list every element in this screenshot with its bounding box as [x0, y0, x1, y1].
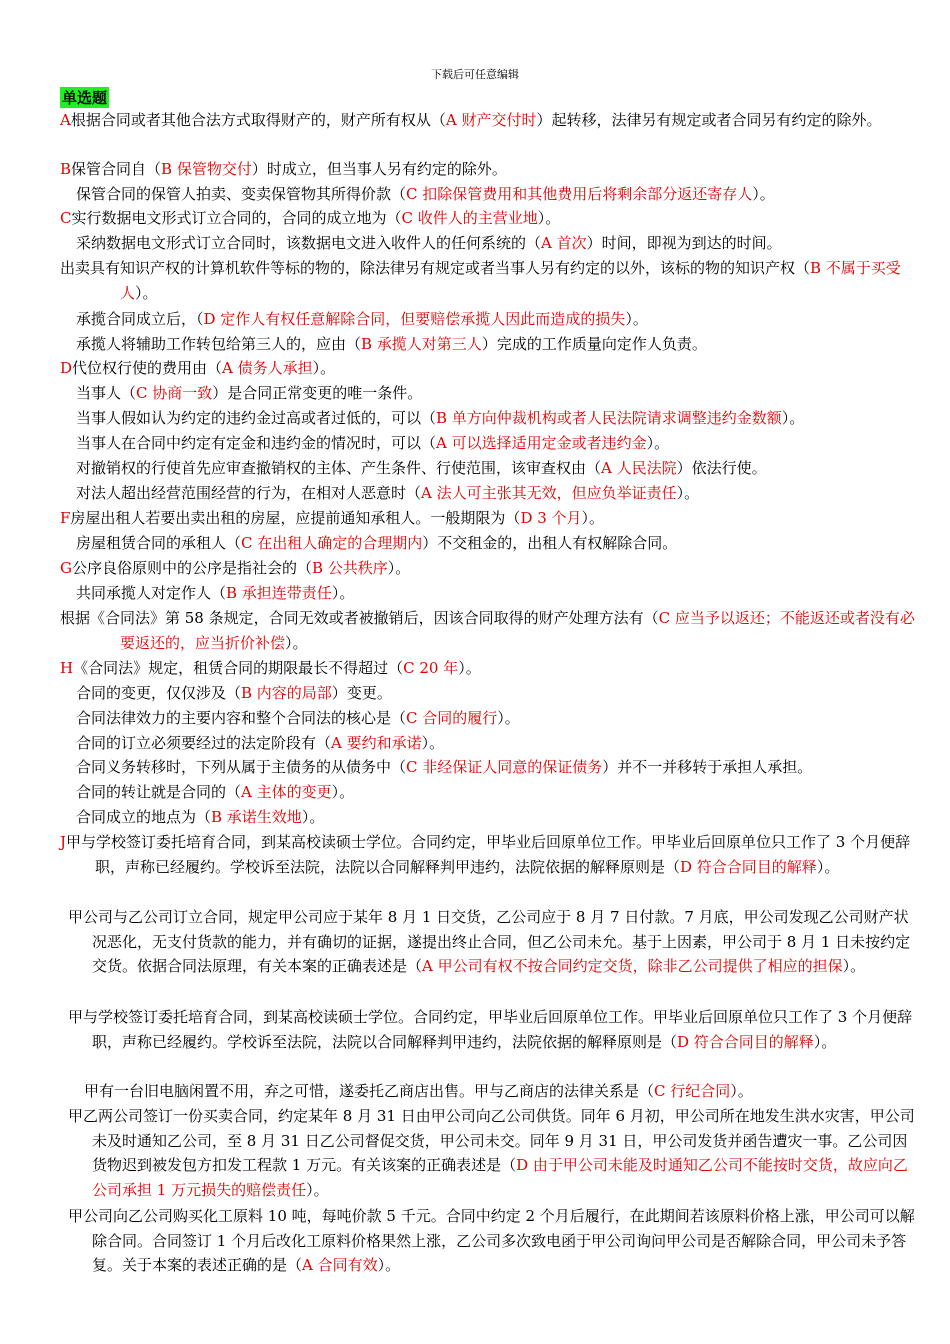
question-text-end: ）。 [842, 957, 866, 976]
question-text-end: ）变更。 [331, 684, 392, 702]
question-item [68, 1204, 920, 1278]
question-text: 实行数据电文形式订立合同的，合同的成立地为（ [71, 209, 402, 227]
question-text: 合同的转让就是合同的（ [76, 783, 242, 801]
question-text-end: ）。 [458, 659, 481, 677]
answer-text: B 承担连带责任 [226, 584, 332, 602]
question-text: 公序良俗原则中的公序是指社会的（ [71, 559, 312, 577]
question-text-end: ）。 [135, 283, 158, 302]
answer-text: D 3 个月 [520, 509, 582, 527]
question-item [60, 206, 920, 231]
question-item [60, 606, 920, 655]
question-text: 甲与学校签订委托培育合同，到某高校读硕士学位。合同约定，甲毕业后回原单位工作。甲毕业后回原单位只工作了 3 个月便辞职，声称已经履约。学校诉至法院，法院以合同解释判甲违约，法院依据的解释原则是（ [66, 833, 911, 876]
answer-text: A 可以选择适用定金或者违约金 [436, 434, 647, 452]
question-text: 甲与学校签订委托培育合同，到某高校读硕士学位。合同约定，甲毕业后回原单位工作。甲毕业后回原单位只工作了 3 个月便辞职，声称已经履约。学校诉至法院，法院以合同解释判甲违约，法院依据的解释原则是（ [68, 1008, 913, 1051]
answer-text: C 行纪合同 [654, 1082, 731, 1100]
question-text: 合同义务转移时，下列从属于主债务的从债务中（ [76, 758, 407, 776]
question-item [60, 307, 920, 332]
question-text: 出卖具有知识产权的计算机软件等标的物的，除法律另有规定或者当事人另有约定的以外，该标的物的知识产权（ [60, 259, 811, 277]
index-letter: C [60, 209, 72, 227]
question-item [60, 780, 920, 805]
answer-text: C 收件人的主营业地 [401, 209, 538, 227]
index-letter: B [60, 160, 72, 178]
question-text: 共同承揽人对定作人（ [76, 584, 227, 602]
question-item [60, 356, 920, 381]
question-text: 当事人假如认为约定的违约金过高或者过低的，可以（ [76, 409, 437, 427]
question-item [60, 456, 920, 481]
question-item [60, 531, 920, 556]
index-letter: A [60, 111, 71, 129]
question-text-end: ）。 [377, 1256, 401, 1275]
answer-text: A 合同有效 [302, 1256, 378, 1275]
page-header: 下载后可任意编辑 [431, 68, 519, 81]
question-text: 房屋出租人若要出卖出租的房屋，应提前通知承租人。一般期限为（ [70, 509, 521, 527]
index-letter: F [60, 509, 71, 527]
question-item [60, 805, 920, 830]
question-text: 当事人在合同中约定有定金和违约金的情况时，可以（ [76, 434, 437, 452]
question-text: 保管合同的保管人拍卖、变卖保管物其所得价款（ [76, 185, 407, 203]
question-item [60, 108, 920, 133]
index-letter: H [60, 659, 74, 677]
question-text-end: ）。 [676, 484, 700, 502]
question-item [68, 1079, 920, 1104]
question-text: 当事人（ [76, 384, 137, 402]
question-item [60, 406, 920, 431]
answer-text: C 在出租人确定的合理期内 [241, 534, 423, 552]
answer-text: D 由于甲公司未能及时通知乙公司不能按时交货，故应向乙公司承担 1 万元损失的赔偿责任 [92, 1156, 908, 1199]
question-text: 甲公司向乙公司购买化工原料 10 吨，每吨价款 5 千元。合同中约定 2 个月后履行，在此期间若该原料价格上涨，甲公司可以解除合同。合同签订 1 个月后改化工原料价格果然上涨，乙公司多次致电函于甲公司询问甲公司是否解除合同，甲公司未予答复。关于本案的表述正确的是（ [68, 1207, 915, 1275]
question-text: 保管合同自（ [71, 160, 162, 178]
question-text-end: ）。 [331, 783, 355, 801]
question-item [60, 506, 920, 531]
question-item [60, 706, 920, 731]
question-text-end: ）不交租金的，出租人有权解除合同。 [422, 534, 678, 552]
answer-text: A 主体的变更 [241, 783, 332, 801]
question-text: 合同成立的地点为（ [76, 808, 212, 826]
question-text: 代位权行使的费用由（ [72, 359, 223, 377]
answer-text: B 单方向仲裁机构或者人民法院请求调整违约金数额 [436, 409, 782, 427]
answer-text: A 首次 [541, 234, 587, 252]
question-text-end: ）。 [581, 509, 605, 527]
index-letter: D [60, 359, 73, 377]
question-item [60, 656, 920, 681]
question-text-end: ）。 [625, 310, 648, 328]
question-item [68, 1005, 920, 1054]
question-text-end: ）。 [646, 434, 670, 452]
question-text-end: ）并不一并移转于承担人承担。 [602, 758, 813, 776]
question-item [68, 905, 920, 979]
question-text-end: ）时成立，但当事人另有约定的除外。 [251, 160, 507, 178]
question-item [60, 332, 920, 357]
answer-text: C 非经保证人同意的保证债务 [406, 758, 603, 776]
answer-text: C 协商一致 [136, 384, 213, 402]
question-text: 根据《合同法》第 58 条规定，合同无效或者被撤销后，因该合同取得的财产处理方法有（ [60, 609, 659, 627]
question-text-end: ）。 [730, 1082, 753, 1100]
index-letter: G [60, 559, 72, 577]
question-item [60, 256, 920, 305]
question-text-end: ）。 [497, 709, 520, 727]
question-text: 合同法律效力的主要内容和整个合同法的核心是（ [76, 709, 407, 727]
answer-text: A 甲公司有权不按合同约定交货，除非乙公司提供了相应的担保 [422, 957, 843, 976]
question-text-end: ）。 [387, 559, 411, 577]
question-text-end: ）。 [752, 185, 775, 203]
question-text-end: ）。 [312, 359, 336, 377]
question-text-end: ）是合同正常变更的唯一条件。 [212, 384, 423, 402]
question-text-end: ）。 [301, 808, 325, 826]
question-item [60, 231, 920, 256]
question-item [60, 830, 920, 879]
answer-text: D 符合合同目的解释 [677, 1032, 814, 1051]
question-text-end: ）完成的工作质量向定作人负责。 [481, 335, 707, 353]
question-item [60, 681, 920, 706]
question-text: 对撤销权的行使首先应审查撤销权的主体、产生条件、行使范围，该审查权由（ [76, 459, 602, 477]
index-letter: J [60, 833, 67, 851]
question-text-end: ）起转移，法律另有规定或者合同另有约定的除外。 [536, 111, 882, 129]
question-text: 根据合同或者其他合法方式取得财产的，财产所有权从（ [70, 111, 446, 129]
question-item [60, 157, 920, 182]
question-text-end: ）。 [421, 734, 445, 752]
question-text-end: ）时间，即视为到达的时间。 [586, 234, 782, 252]
answer-text: C 合同的履行 [406, 709, 498, 727]
answer-text: B 保管物交付 [161, 160, 252, 178]
question-text-end: ）。 [306, 1180, 329, 1199]
question-text: 《合同法》规定，租赁合同的期限最长不得超过（ [73, 659, 404, 677]
answer-text: C 20 年 [403, 659, 459, 677]
question-text-end: ）。 [331, 584, 355, 602]
question-text: 甲有一台旧电脑闲置不用，弃之可惜，遂委托乙商店出售。甲与乙商店的法律关系是（ [84, 1082, 655, 1100]
question-text-end: ）。 [813, 1032, 837, 1051]
question-item [60, 556, 920, 581]
question-text: 承揽人将辅助工作转包给第三人的，应由（ [76, 335, 362, 353]
question-text-end: ）。 [816, 857, 840, 876]
question-text: 合同的订立必须要经过的法定阶段有（ [76, 734, 332, 752]
section-title: 单选题 [62, 89, 108, 107]
answer-text: A 财产交付时 [445, 111, 537, 129]
answer-text: A 债务人承担 [222, 359, 313, 377]
question-item [60, 431, 920, 456]
answer-text: B 内容的局部 [241, 684, 332, 702]
question-text: 甲乙两公司签订一份买卖合同，约定某年 8 月 31 日由甲公司向乙公司供货。同年 6 月初，甲公司所在地发生洪水灾害，甲公司未及时通知乙公司，至 8 月 31 日乙公司督促交货，甲公司未交。同年 9 月 31 日，甲公司发货并函告遭灾一事。乙公司因货物迟到被发包方扣发工程款 1 万元。有关该案的正确表述是（ [68, 1107, 915, 1175]
question-text: 合同的变更，仅仅涉及（ [76, 684, 242, 702]
question-text-end: ）。 [537, 209, 561, 227]
answer-text: C 扣除保管费用和其他费用后将剩余部分返还寄存人 [406, 185, 753, 203]
question-text-end: ）依法行使。 [676, 459, 767, 477]
answer-text: A 人民法院 [601, 459, 677, 477]
question-item [60, 581, 920, 606]
answer-text: D 符合合同目的解释 [680, 857, 817, 876]
answer-text: D 定作人有权任意解除合同，但要赔偿承揽人因此而造成的损失 [203, 310, 626, 328]
question-text: 承揽合同成立后，（ [76, 310, 204, 328]
answer-text: B 不属于买受人 [120, 259, 901, 302]
question-text: 甲公司与乙公司订立合同，规定甲公司应于某年 8 月 1 日交货，乙公司应于 8 月 7 日付款。7 月底，甲公司发现乙公司财产状况恶化，无支付货款的能力，并有确切的证据，遂提出终止合同，但乙公司未允。基于上因素，甲公司于 8 月 1 日未按约定交货。依据合同法原理，有关本案的正确表述是（ [68, 908, 911, 976]
answer-text: A 要约和承诺 [331, 734, 422, 752]
answer-text: B 承诺生效地 [211, 808, 302, 826]
question-item [60, 755, 920, 780]
question-text: 房屋租赁合同的承租人（ [76, 534, 242, 552]
question-item [60, 731, 920, 756]
question-text: 采纳数据电文形式订立合同时，该数据电文进入收件人的任何系统的（ [76, 234, 542, 252]
question-text-end: ）。 [781, 409, 805, 427]
question-text-end: ）。 [285, 633, 308, 652]
question-text: 对法人超出经营范围经营的行为，在相对人恶意时（ [76, 484, 422, 502]
answer-text: C 应当予以返还；不能返还或者没有必要返还的，应当折价补偿 [120, 609, 915, 652]
answer-text: A 法人可主张其无效，但应负举证责任 [421, 484, 677, 502]
question-item [60, 481, 920, 506]
question-item [60, 381, 920, 406]
question-item [68, 1104, 920, 1202]
answer-text: B 承揽人对第三人 [361, 335, 482, 353]
question-item [60, 182, 920, 207]
answer-text: B 公共秩序 [312, 559, 388, 577]
